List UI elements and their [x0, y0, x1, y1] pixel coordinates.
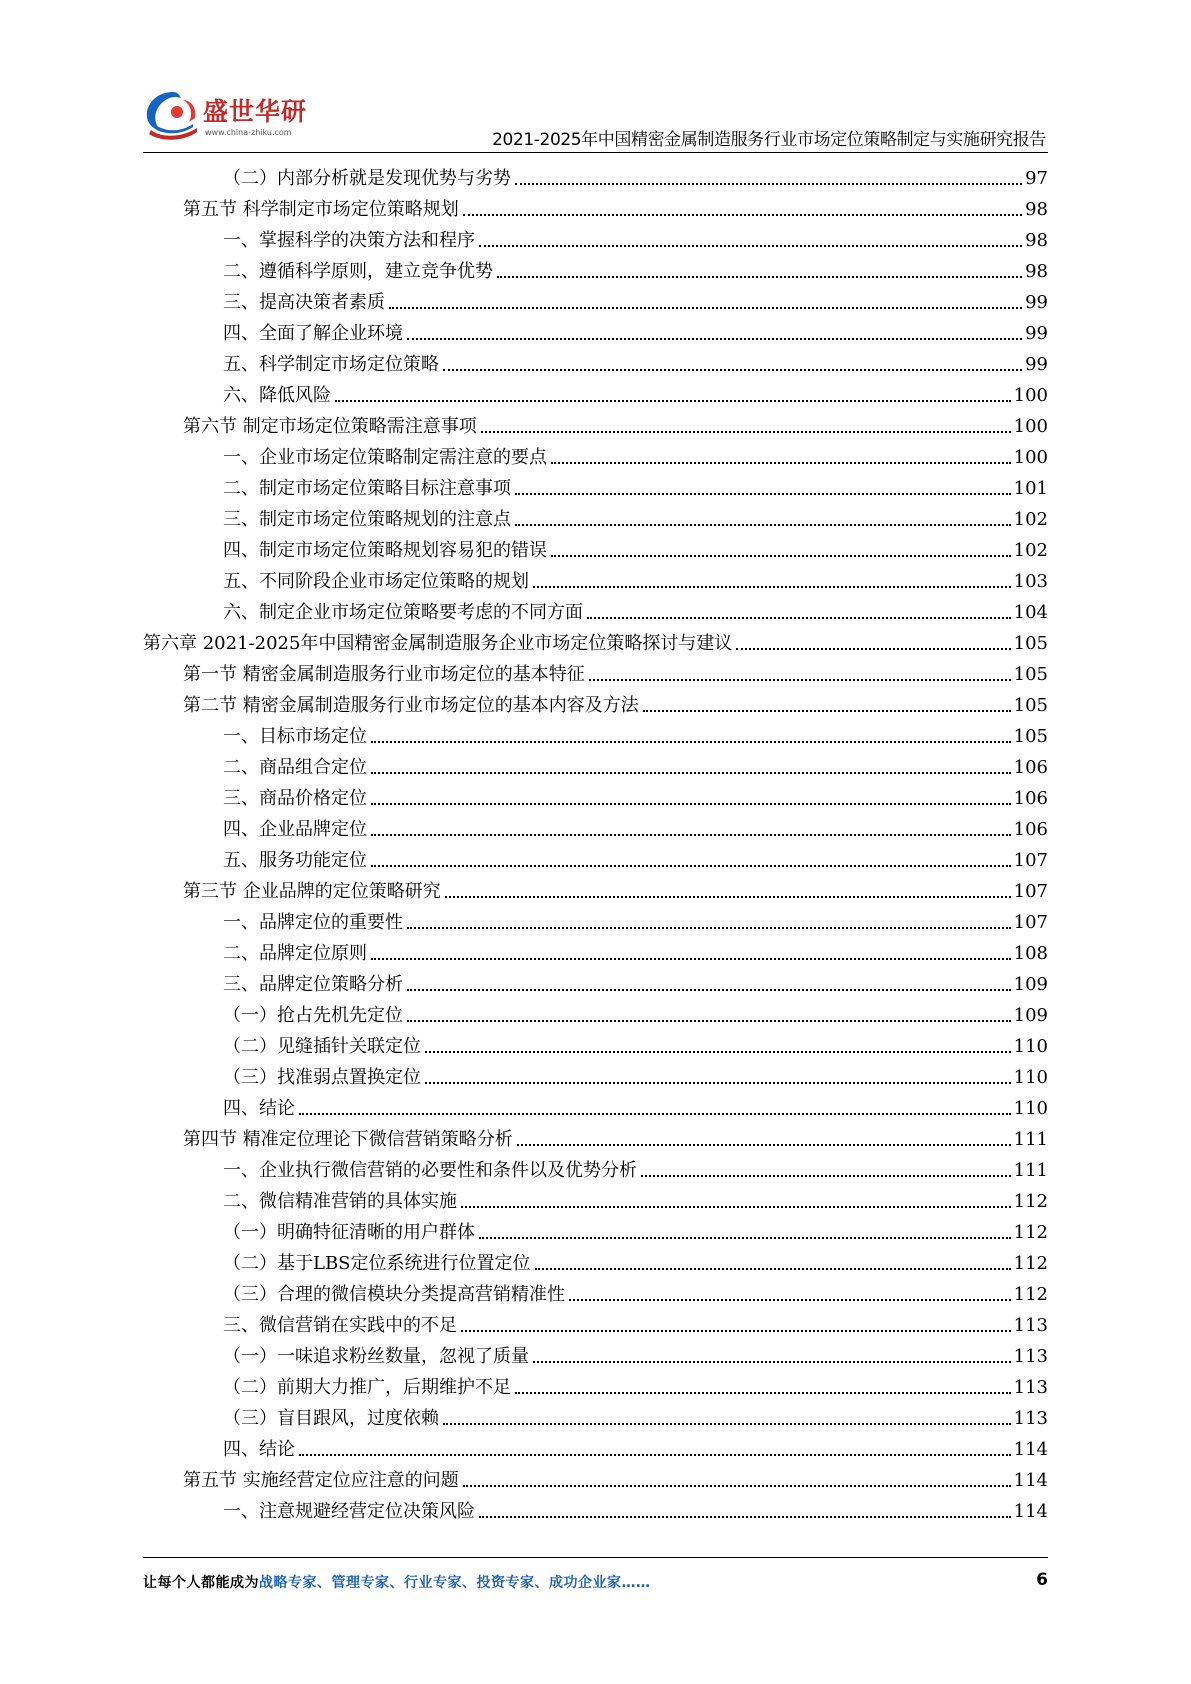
toc-entry[interactable]	[223, 780, 1048, 811]
toc-entry[interactable]	[223, 284, 1048, 315]
toc-entry-page: 111	[1013, 1129, 1048, 1150]
toc-entry-page: 109	[1013, 1005, 1048, 1026]
toc-entry-page: 102	[1013, 540, 1048, 561]
toc-entry[interactable]	[223, 1059, 1048, 1090]
toc-entry-title: 一、企业执行微信营销的必要性和条件以及优势分析	[223, 1160, 637, 1181]
toc-entry[interactable]	[223, 1090, 1048, 1121]
toc-entry-page: 100	[1013, 385, 1048, 406]
toc-entry-title: （一）一味追求粉丝数量，忽视了质量	[223, 1346, 529, 1367]
toc-entry-title: 二、商品组合定位	[223, 757, 367, 778]
toc-dot-leader	[515, 183, 1022, 185]
toc-dot-leader	[407, 1020, 1011, 1022]
toc-entry-page: 100	[1013, 416, 1048, 437]
toc-entry-page: 105	[1013, 664, 1048, 685]
toc-entry-page: 110	[1013, 1036, 1048, 1057]
toc-entry-title: 三、商品价格定位	[223, 788, 367, 809]
toc-entry[interactable]	[183, 408, 1048, 439]
toc-entry-title: 三、制定市场定位策略规划的注意点	[223, 509, 511, 530]
toc-entry-page: 113	[1013, 1346, 1048, 1367]
toc-entry-page: 103	[1013, 571, 1048, 592]
toc-entry-title: 四、制定市场定位策略规划容易犯的错误	[223, 540, 547, 561]
toc-dot-leader	[335, 400, 1011, 402]
toc-dot-leader	[407, 989, 1011, 991]
toc-dot-leader	[371, 772, 1011, 774]
toc-entry[interactable]	[223, 1152, 1048, 1183]
toc-entry-page: 100	[1013, 447, 1048, 468]
logo-url: www.china-zhiku.com	[205, 128, 292, 137]
toc-entry-title: （二）内部分析就是发现优势与劣势	[223, 168, 511, 189]
toc-entry-title: 第一节 精密金属制造服务行业市场定位的基本特征	[183, 664, 585, 685]
toc-dot-leader	[479, 1237, 1011, 1239]
toc-entry-page: 114	[1013, 1439, 1048, 1460]
toc-entry[interactable]	[223, 470, 1048, 501]
toc-dot-leader	[443, 369, 1022, 371]
toc-entry-title: 二、遵循科学原则，建立竞争优势	[223, 261, 493, 282]
toc-entry-page: 114	[1013, 1501, 1048, 1522]
slogan-prefix: 让每个人都能成为	[143, 1575, 259, 1591]
toc-entry[interactable]	[183, 687, 1048, 718]
page-number: 6	[1036, 1570, 1048, 1590]
toc-entry-title: 四、全面了解企业环境	[223, 323, 403, 344]
toc-entry-page: 102	[1013, 509, 1048, 530]
toc-entry-page: 111	[1013, 1160, 1048, 1181]
toc-entry-page: 113	[1013, 1315, 1048, 1336]
toc-entry-title: 三、提高决策者素质	[223, 292, 385, 313]
toc-entry-title: 三、品牌定位策略分析	[223, 974, 403, 995]
toc-dot-leader	[515, 1392, 1011, 1394]
toc-dot-leader	[445, 896, 1011, 898]
toc-entry-title: 二、微信精准营销的具体实施	[223, 1191, 457, 1212]
toc-dot-leader	[425, 1082, 1011, 1084]
toc-dot-leader	[569, 1299, 1011, 1301]
toc-entry-page: 97	[1025, 168, 1048, 189]
toc-entry-title: 二、制定市场定位策略目标注意事项	[223, 478, 511, 499]
toc-entry-page: 99	[1025, 354, 1048, 375]
page-footer	[143, 1572, 1048, 1596]
toc-entry-page: 99	[1025, 292, 1048, 313]
toc-entry-title: 第六节 制定市场定位策略需注意事项	[183, 416, 477, 437]
toc-entry[interactable]	[223, 563, 1048, 594]
toc-dot-leader	[389, 307, 1022, 309]
toc-entry[interactable]	[223, 1307, 1048, 1338]
toc-entry[interactable]	[223, 346, 1048, 377]
toc-entry[interactable]	[223, 904, 1048, 935]
toc-entry-title: 第六章 2021-2025年中国精密金属制造服务企业市场定位策略探讨与建议	[143, 633, 733, 654]
toc-entry-title: 第五节 实施经营定位应注意的问题	[183, 1470, 459, 1491]
toc-entry-page: 106	[1013, 788, 1048, 809]
toc-entry[interactable]	[183, 873, 1048, 904]
toc-entry-page: 110	[1013, 1098, 1048, 1119]
toc-entry[interactable]	[223, 1183, 1048, 1214]
toc-dot-leader	[533, 1361, 1011, 1363]
toc-entry-title: 第四节 精准定位理论下微信营销策略分析	[183, 1129, 513, 1150]
toc-entry[interactable]	[223, 315, 1048, 346]
toc-entry[interactable]	[223, 1493, 1048, 1524]
toc-entry[interactable]	[223, 501, 1048, 532]
toc-entry-title: （二）见缝插针关联定位	[223, 1036, 421, 1057]
toc-entry-page: 112	[1013, 1253, 1048, 1274]
toc-dot-leader	[641, 1175, 1011, 1177]
toc-dot-leader	[479, 1516, 1011, 1518]
logo-text: 盛世华研	[203, 97, 308, 126]
toc-entry-page: 112	[1013, 1222, 1048, 1243]
toc-entry-title: 二、品牌定位原则	[223, 943, 367, 964]
toc-entry[interactable]	[223, 1431, 1048, 1462]
toc-entry-page: 108	[1013, 943, 1048, 964]
toc-entry[interactable]	[223, 222, 1048, 253]
toc-dot-leader	[643, 710, 1011, 712]
toc-dot-leader	[479, 245, 1022, 247]
toc-entry[interactable]	[183, 1462, 1048, 1493]
toc-dot-leader	[463, 214, 1022, 216]
toc-entry-title: 五、不同阶段企业市场定位策略的规划	[223, 571, 529, 592]
toc-entry[interactable]	[223, 253, 1048, 284]
toc-dot-leader	[407, 338, 1022, 340]
footer-slogan	[143, 1572, 651, 1592]
toc-dot-leader	[517, 1144, 1011, 1146]
toc-entry-page: 105	[1013, 726, 1048, 747]
toc-entry-page: 114	[1013, 1470, 1048, 1491]
toc-entry[interactable]	[223, 439, 1048, 470]
toc-entry[interactable]	[223, 718, 1048, 749]
toc-entry-title: （二）前期大力推广，后期维护不足	[223, 1377, 511, 1398]
toc-dot-leader	[299, 1454, 1011, 1456]
toc-dot-leader	[515, 493, 1011, 495]
toc-entry-title: 一、注意规避经营定位决策风险	[223, 1501, 475, 1522]
toc-entry-title: 五、科学制定市场定位策略	[223, 354, 439, 375]
toc-entry-title: （三）合理的微信模块分类提高营销精准性	[223, 1284, 565, 1305]
toc-dot-leader	[535, 1268, 1011, 1270]
toc-entry-title: 一、企业市场定位策略制定需注意的要点	[223, 447, 547, 468]
toc-entry[interactable]	[223, 1028, 1048, 1059]
toc-entry-page: 98	[1025, 230, 1048, 251]
footer-divider	[143, 1557, 1048, 1558]
toc-dot-leader	[463, 1485, 1011, 1487]
toc-entry-title: 六、制定企业市场定位策略要考虑的不同方面	[223, 602, 583, 623]
toc-entry-page: 113	[1013, 1377, 1048, 1398]
toc-dot-leader	[551, 462, 1011, 464]
toc-dot-leader	[425, 1051, 1011, 1053]
toc-entry-page: 112	[1013, 1191, 1048, 1212]
toc-entry[interactable]	[223, 1338, 1048, 1369]
toc-entry-page: 109	[1013, 974, 1048, 995]
toc-entry[interactable]	[223, 1369, 1048, 1400]
toc-entry-page: 101	[1013, 478, 1048, 499]
toc-entry-page: 106	[1013, 819, 1048, 840]
toc-entry-page: 98	[1025, 199, 1048, 220]
toc-entry[interactable]	[223, 160, 1048, 191]
toc-dot-leader	[461, 1206, 1011, 1208]
toc-dot-leader	[461, 1330, 1011, 1332]
toc-entry-title: 一、品牌定位的重要性	[223, 912, 403, 933]
toc-entry[interactable]	[223, 1400, 1048, 1431]
toc-entry-title: （三）盲目跟风，过度依赖	[223, 1408, 439, 1429]
toc-entry-title: 四、结论	[223, 1098, 295, 1119]
company-logo	[143, 86, 313, 148]
toc-entry-title: 三、微信营销在实践中的不足	[223, 1315, 457, 1336]
toc-entry[interactable]	[223, 966, 1048, 997]
toc-entry-page: 113	[1013, 1408, 1048, 1429]
toc-entry-title: 第二节 精密金属制造服务行业市场定位的基本内容及方法	[183, 695, 639, 716]
toc-entry-title: （二）基于LBS定位系统进行位置定位	[223, 1253, 531, 1274]
toc-dot-leader	[589, 679, 1011, 681]
toc-dot-leader	[515, 524, 1011, 526]
toc-dot-leader	[371, 865, 1011, 867]
toc-dot-leader	[443, 1423, 1011, 1425]
toc-entry[interactable]	[223, 997, 1048, 1028]
logo-emblem-icon	[143, 86, 205, 148]
report-title: 2021-2025年中国精密金属制造服务行业市场定位策略制定与实施研究报告	[492, 130, 1046, 150]
toc-entry[interactable]	[143, 625, 1048, 656]
toc-entry-title: 五、服务功能定位	[223, 850, 367, 871]
toc-entry-page: 99	[1025, 323, 1048, 344]
toc-dot-leader	[371, 803, 1011, 805]
toc-entry[interactable]	[223, 749, 1048, 780]
toc-dot-leader	[371, 958, 1011, 960]
header-divider	[143, 152, 1048, 153]
toc-entry[interactable]	[183, 656, 1048, 687]
toc-entry-page: 104	[1013, 602, 1048, 623]
toc-entry-title: （一）抢占先机先定位	[223, 1005, 403, 1026]
toc-entry[interactable]	[223, 842, 1048, 873]
toc-entry[interactable]	[223, 811, 1048, 842]
toc-entry-page: 107	[1013, 881, 1048, 902]
toc-entry-title: （一）明确特征清晰的用户群体	[223, 1222, 475, 1243]
toc-dot-leader	[299, 1113, 1011, 1115]
toc-entry-title: 四、结论	[223, 1439, 295, 1460]
toc-dot-leader	[736, 648, 1010, 650]
toc-entry[interactable]	[223, 1276, 1048, 1307]
toc-dot-leader	[551, 555, 1011, 557]
toc-entry-page: 98	[1025, 261, 1048, 282]
toc-entry-page: 105	[1013, 633, 1048, 654]
toc-entry[interactable]	[223, 532, 1048, 563]
toc-entry[interactable]	[223, 377, 1048, 408]
toc-entry-page: 112	[1013, 1284, 1048, 1305]
toc-entry-title: 一、目标市场定位	[223, 726, 367, 747]
toc-entry-page: 107	[1013, 850, 1048, 871]
slogan-highlight: 战略专家、管理专家、行业专家、投资专家、成功企业家……	[259, 1575, 651, 1591]
toc-entry[interactable]	[183, 1121, 1048, 1152]
toc-entry[interactable]	[223, 594, 1048, 625]
toc-entry-title: （三）找准弱点置换定位	[223, 1067, 421, 1088]
page-header	[0, 0, 1191, 150]
toc-dot-leader	[587, 617, 1011, 619]
toc-dot-leader	[371, 741, 1011, 743]
toc-entry-title: 一、掌握科学的决策方法和程序	[223, 230, 475, 251]
toc-dot-leader	[497, 276, 1022, 278]
toc-dot-leader	[407, 927, 1011, 929]
toc-entry[interactable]	[223, 1214, 1048, 1245]
toc-entry-title: 第五节 科学制定市场定位策略规划	[183, 199, 459, 220]
toc-entry[interactable]	[223, 935, 1048, 966]
toc-dot-leader	[481, 431, 1011, 433]
toc-entry[interactable]	[183, 191, 1048, 222]
toc-entry-title: 第三节 企业品牌的定位策略研究	[183, 881, 441, 902]
toc-dot-leader	[533, 586, 1011, 588]
toc-entry-page: 107	[1013, 912, 1048, 933]
toc-dot-leader	[371, 834, 1011, 836]
toc-entry-page: 110	[1013, 1067, 1048, 1088]
toc-entry-title: 六、降低风险	[223, 385, 331, 406]
toc-entry-page: 106	[1013, 757, 1048, 778]
toc-entry[interactable]	[223, 1245, 1048, 1276]
toc-entry-title: 四、企业品牌定位	[223, 819, 367, 840]
toc-entry-page: 105	[1013, 695, 1048, 716]
